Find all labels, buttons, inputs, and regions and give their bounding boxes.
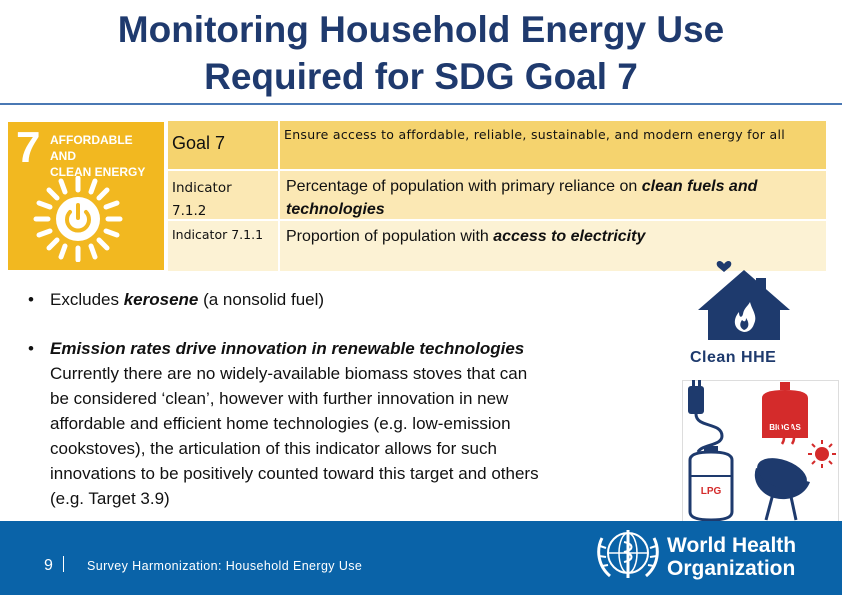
indicator-711-text [286,225,645,248]
who-name-line-2: Organization [667,557,796,580]
bullet-dot: • [28,290,34,309]
biogas-cylinder-icon [762,382,808,438]
bullet-emission-body [50,336,678,511]
lpg-text: LPG [700,486,722,497]
clean-hhe-label: Clean HHE [690,349,777,366]
page-number-separator [63,556,64,572]
indicator-712-emphasis-2: technologies [286,201,385,218]
sdg-name [50,132,160,180]
bullet-emission-line-1: Currently there are no widely-available biomass stoves that can [50,364,528,383]
indicator-712-label-line-1: Indicator [172,180,232,196]
plug-icon [688,380,722,452]
indicator-711-label-cell [168,221,278,271]
indicator-711-emphasis: access to electricity [493,228,646,245]
indicator-712-label-cell [168,171,278,219]
who-name-line-1: World Health [667,534,797,557]
bullet-kerosene-text [50,287,324,312]
lpg-cylinder-icon [690,446,732,520]
goal-text-cell [280,121,826,169]
slide-title [0,6,842,100]
house-flame-icon [694,248,794,342]
title-divider [0,103,842,105]
goal-label-cell [168,121,278,169]
bullet-dot: • [28,339,34,358]
indicator-712-label-line-2: 7.1.2 [172,203,207,219]
biogas-text: BIOGAS [769,423,801,432]
indicator-712-text-plain: Percentage of population with primary reliance on [286,178,642,195]
bullet-emission-line-5: innovations to be positively counted toward this target and others [50,464,539,483]
sdg-name-line-2: CLEAN ENERGY [50,165,146,179]
bullet-kerosene-emphasis: kerosene [123,290,199,309]
indicator-711-label: Indicator 7.1.1 [172,227,264,242]
bullet-emission-line-2: be considered ‘clean’, however with further innovation in new [50,389,509,408]
bullet-kerosene-plain: Excludes [50,290,124,309]
bullet-emission-line-3: affordable and efficient home technologies (e.g. low-emission [50,414,511,433]
sun-power-icon [30,176,126,262]
title-line-1: Monitoring Household Energy Use [117,9,725,50]
bullet-emission-line-6: (e.g. Target 3.9) [50,489,170,508]
bullet-kerosene-suffix: (a nonsolid fuel) [198,290,325,309]
footer-title: Survey Harmonization: Household Energy Use [87,559,363,573]
indicator-712-text [286,175,822,221]
clean-energy-icons [682,380,837,523]
indicator-712-emphasis-1: clean fuels and [641,178,758,195]
indicator-711-text-plain: Proportion of population with [286,228,494,245]
bullet-emission-heading: Emission rates drive innovation in renewable technologies [50,339,525,358]
title-line-2: Required for SDG Goal 7 [204,56,638,97]
bullet-emission-line-4: cookstoves), the articulation of this indicator allows for such [50,439,497,458]
sdg-number: 7 [16,123,41,172]
goal-text: Ensure access to affordable, reliable, sustainable, and modern energy for all [284,127,786,142]
indicator-712-text-cell [280,171,826,219]
sdg-name-line-1: AFFORDABLE AND [50,133,133,163]
indicator-712-label [172,177,232,223]
sun-icon [808,440,836,468]
goal-label: Goal 7 [172,133,226,153]
who-organization-name [667,534,796,580]
who-emblem-icon [594,526,662,584]
page-number: 9 [44,557,53,574]
